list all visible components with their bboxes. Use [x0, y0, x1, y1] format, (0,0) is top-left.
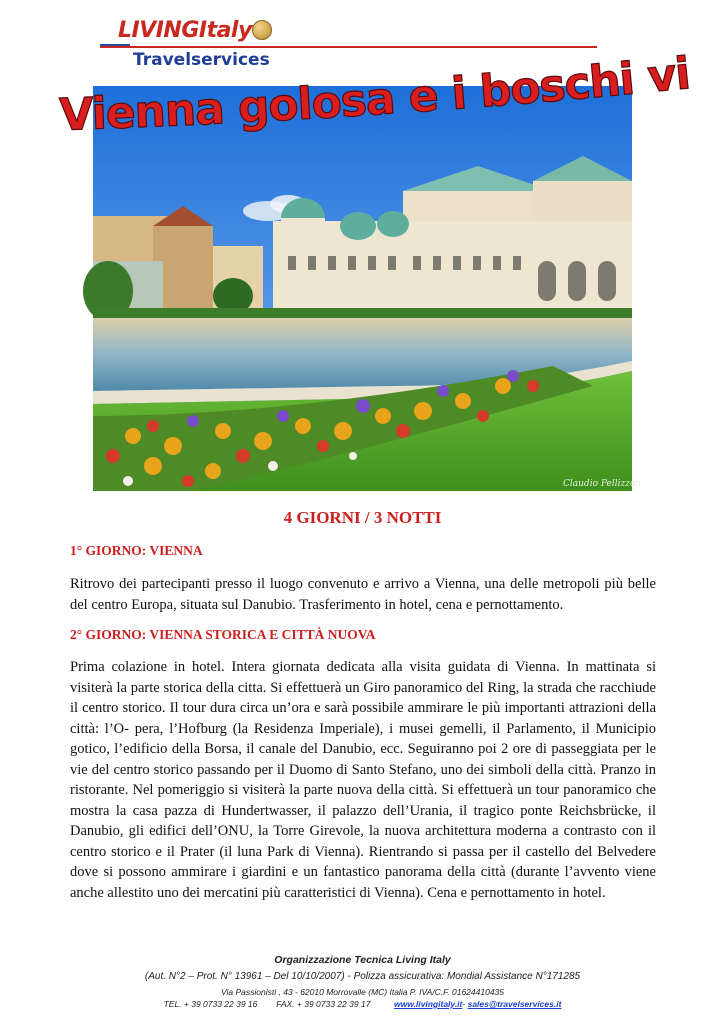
- email-link[interactable]: sales@travelservices.it: [467, 999, 562, 1009]
- footer-address: Via Passionisti , 43 - 62010 Morrovalle (MC) Italia P. IVA/C.F. 01624410435: [220, 987, 505, 997]
- trip-title-text: Vienna golosa e i boschi viennesi: [39, 30, 692, 142]
- logo-divider: [100, 46, 597, 48]
- trip-duration: 4 GIORNI / 3 NOTTI: [283, 508, 442, 527]
- footer-fax: FAX. + 39 0733 22 39 17: [276, 999, 371, 1009]
- day-1-heading: 1° GIORNO: VIENNA: [70, 543, 203, 558]
- globe-icon: [252, 20, 272, 40]
- footer-separator: -: [462, 999, 466, 1009]
- day-2-text: Prima colazione in hotel. Intera giornata dedicata alla visita guidata di Vienna. In mattinata si visiterà la parte storica della citta. Si effettuerà un Giro panoramico del Ring, la strada che racchiude il centro storico. Il tour dura circa un’ora e sarà possibile ammirare le più importanti attrazioni della città: l’O- pera, l’Hofburg (la Residenza Imperiale), i musei gemelli, il Parlamento, il Municipio gotico, l’edificio della Borsa, il canale del Danubio, ecc. Seguiranno poi 2 ore di passeggiata per le vie del centro storico passando per il Duomo di Santo Stefano, uno dei simboli della città. Pranzo in ristorante. Nel pomeriggio si visiterà la parte nuova della città. Si effettuerà un tour panoramico che mostra la casa pazza di Hundertwasser, il palazzo dell’Urania, il tragico ponte Reichsbrücke, il Danubio, gli edifici dell’ONU, la Torre Girevole, la nuova architettura moderna a contrasto con il centro storico e il Prater (il luna Park di Vienna). Rientrando si passa per il castello del Belvedere dove si possono ammirare i giardini e un fantastico panorama della città (durante l’avvento viene anche allestito uno dei mercatini più caratteristici di Vienna). Cena e pernottamento in hotel.: [70, 659, 656, 901]
- website-link[interactable]: www.livingitaly.it: [394, 999, 463, 1009]
- day-2-heading: 2° GIORNO: VIENNA STORICA E CITTÀ NUOVA: [70, 627, 376, 642]
- footer-tel: TEL. + 39 0733 22 39 16: [163, 999, 258, 1009]
- footer-org: Organizzazione Tecnica Living Italy: [274, 954, 451, 966]
- photo-credit: Claudio Pellizzoli: [563, 479, 642, 489]
- logo-travel-text: Travelservices: [133, 50, 270, 70]
- logo-living-text: LIVINGItaly: [118, 18, 252, 43]
- day-1-text: Ritrovo dei partecipanti presso il luogo convenuto e arrivo a Vienna, una delle metropoli più belle del centro Europa, situata sul Danubio. Trasferimento in hotel, cena e pernottamento.: [70, 576, 656, 613]
- footer-license: (Aut. N°2 – Prot. N° 13961 – Del 10/10/2007) - Polizza assicurativa: Mondial Assistance N°171285: [144, 971, 581, 982]
- company-logo: [100, 18, 600, 70]
- footer-contacts: [0, 999, 725, 1009]
